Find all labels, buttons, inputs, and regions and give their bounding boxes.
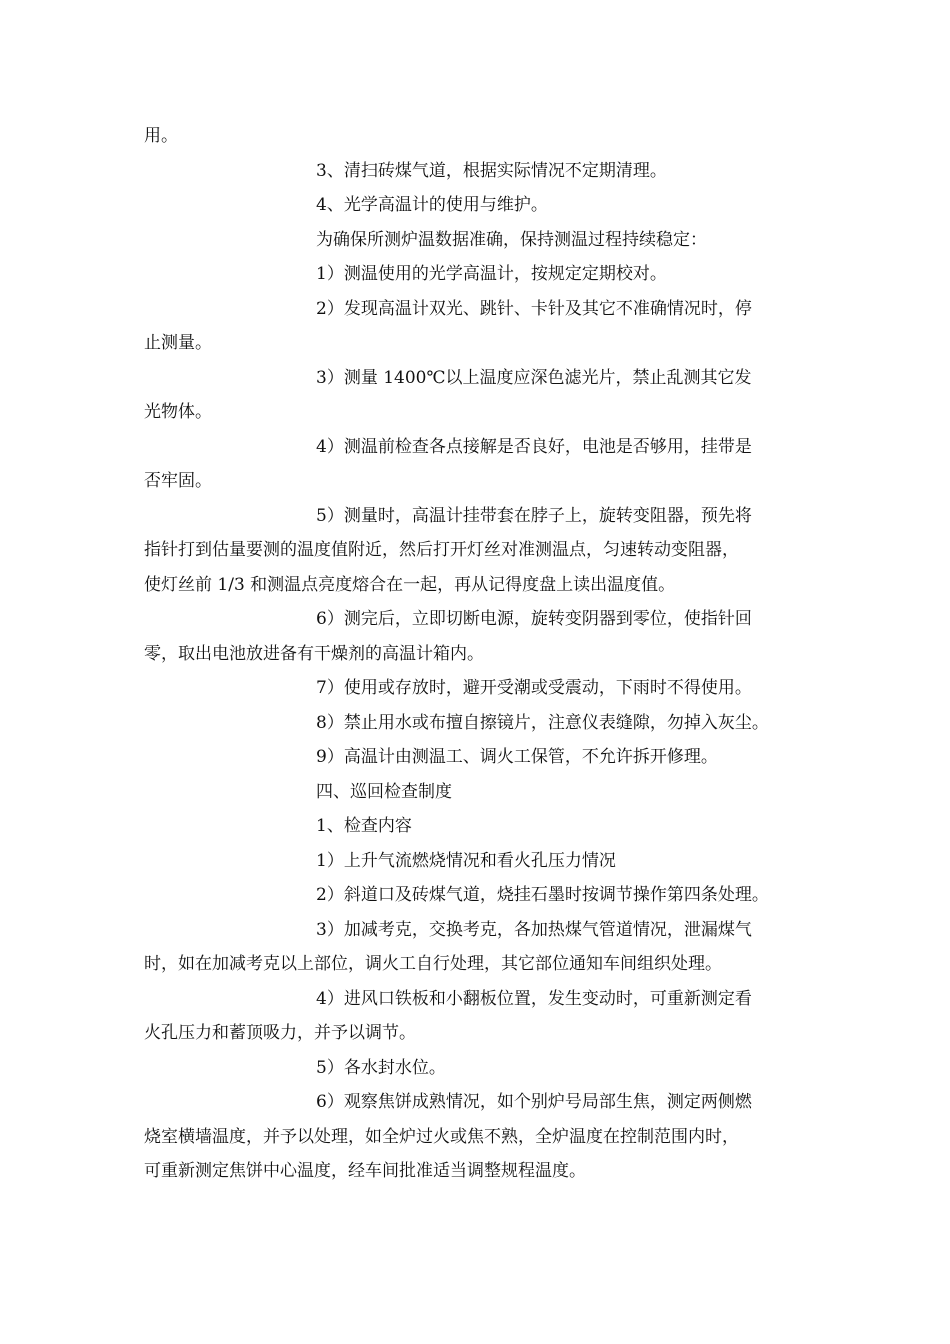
text-line: 5）测量时，高温计挂带套在脖子上，旋转变阻器，预先将: [316, 505, 752, 526]
text-line: 2）发现高温计双光、跳针、卡针及其它不准确情况时，停: [316, 298, 752, 319]
text-line: 指针打到估量要测的温度值附近，然后打开灯丝对准测温点，匀速转动变阻器，: [144, 540, 739, 560]
subsection-heading: 1、检查内容: [316, 816, 412, 836]
text-line: 4、光学高温计的使用与维护。: [316, 195, 548, 215]
text-line: 时，如在加减考克以上部位，调火工自行处理，其它部位通知车间组织处理。: [144, 954, 722, 974]
text-line: 1）上升气流燃烧情况和看火孔压力情况: [316, 850, 616, 871]
section-heading: 四、巡回检查制度: [316, 781, 452, 802]
text-line: 烧室横墙温度，并予以处理，如全炉过火或焦不熟，全炉温度在控制范围内时，: [144, 1126, 739, 1147]
text-line: 用。: [144, 126, 178, 146]
text-line: 止测量。: [144, 333, 212, 353]
text-line: 6）测完后，立即切断电源，旋转变阴器到零位，使指针回: [316, 609, 752, 629]
text-line: 5）各水封水位。: [316, 1057, 446, 1078]
text-line: 3）加减考克，交换考克，各加热煤气管道情况，泄漏煤气: [316, 919, 752, 940]
text-line: 9）高温计由测温工、调火工保管，不允许拆开修理。: [316, 747, 718, 767]
text-line: 为确保所测炉温数据准确，保持测温过程持续稳定：: [316, 229, 707, 250]
text-line: 3、清扫砖煤气道，根据实际情况不定期清理。: [316, 160, 667, 181]
text-line: 光物体。: [144, 402, 212, 422]
document-body: [144, 119, 806, 1189]
text-line: 8）禁止用水或布擅自擦镜片，注意仪表缝隙，勿掉入灰尘。: [316, 712, 769, 733]
text-line: 可重新测定焦饼中心温度，经车间批准适当调整规程温度。: [144, 1161, 586, 1181]
text-line: 4）测温前检查各点接解是否良好，电池是否够用，挂带是: [316, 436, 752, 457]
text-line: 1）测温使用的光学高温计，按规定定期校对。: [316, 264, 667, 284]
text-line: 7）使用或存放时，避开受潮或受震动，下雨时不得使用。: [316, 678, 752, 698]
text-line: 3）测量 1400℃以上温度应深色滤光片，禁止乱测其它发: [316, 367, 752, 388]
text-line: 否牢固。: [144, 471, 212, 491]
text-line: 使灯丝前 1/3 和测温点亮度熔合在一起，再从记得度盘上读出温度值。: [144, 574, 676, 595]
text-line: 火孔压力和蓄顶吸力，并予以调节。: [144, 1023, 416, 1043]
text-line: 4）进风口铁板和小翻板位置，发生变动时，可重新测定看: [316, 988, 752, 1009]
text-line: 2）斜道口及砖煤气道，烧挂石墨时按调节操作第四条处理。: [316, 885, 769, 905]
text-line: 6）观察焦饼成熟情况，如个别炉号局部生焦，测定两侧燃: [316, 1092, 752, 1112]
text-line: 零，取出电池放进备有干燥剂的高温计箱内。: [144, 643, 484, 664]
